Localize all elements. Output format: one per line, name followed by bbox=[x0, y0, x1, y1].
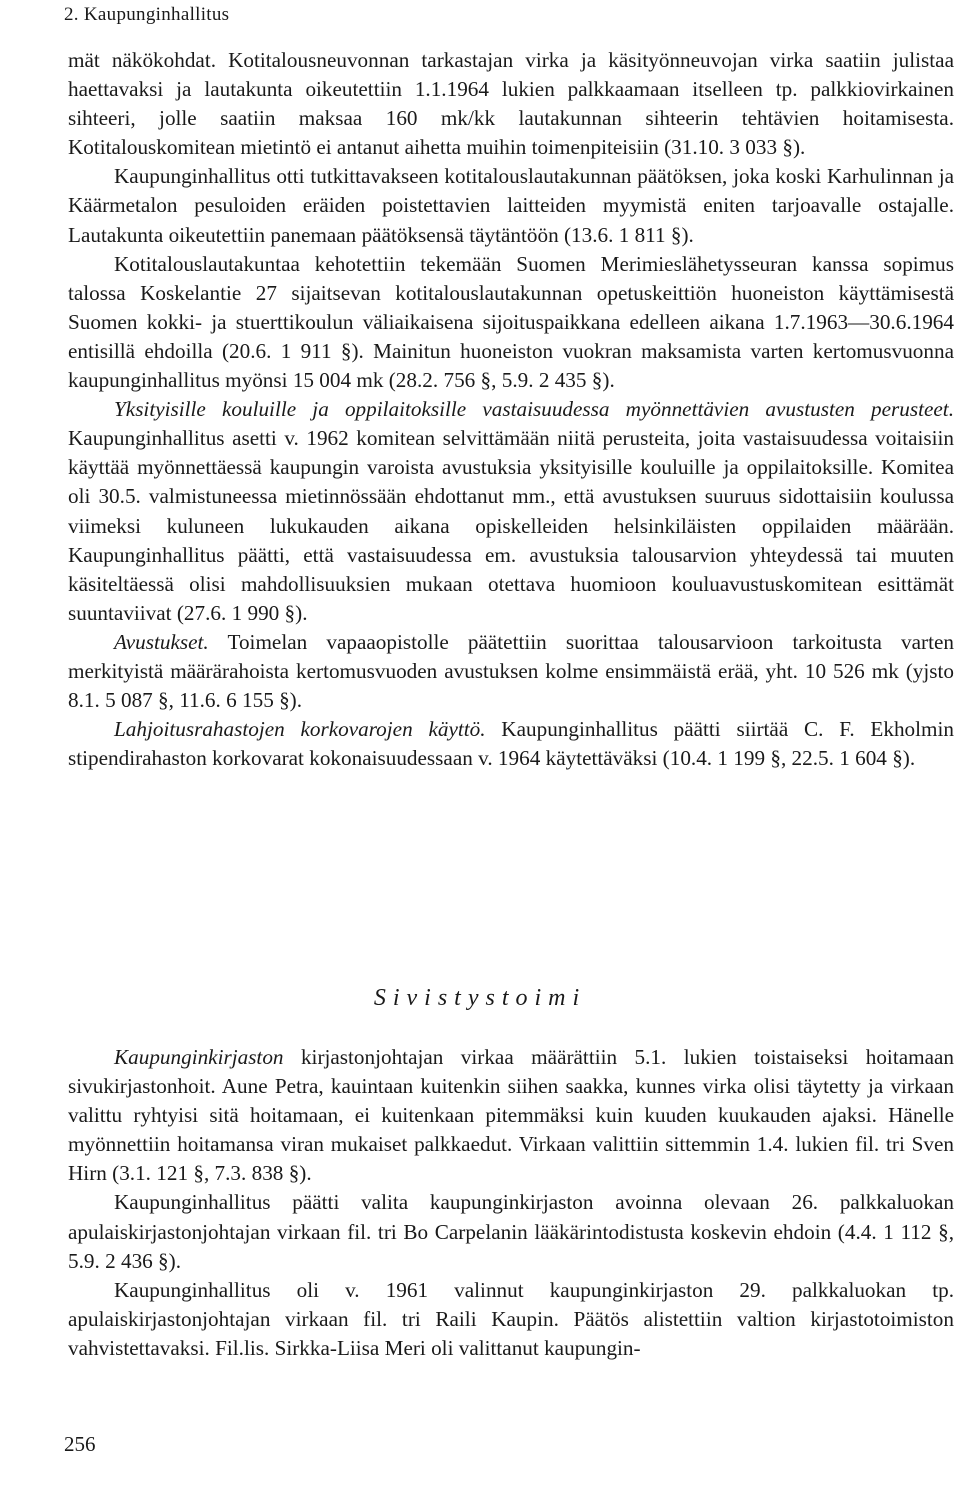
paragraph: Kotitalouslautakuntaa kehotettiin tekemään Suomen Merimieslähetysseuran kanssa sopimus talossa Koskelantie 27 sijaitsevan kotitalouslautakunnan opetuskeittiön huoneiston käyttämisestä Suomen kokki- ja stuerttikoulun väliaikaisena sijoituspaikkana edelleen aikana 1.7.1963—30.6.1964 entisillä ehdoilla (20.6. 1 911 §). Mainitun huoneiston vuokran maksamista varten kertomusvuonna kaupunginhallitus myönsi 15 004 mk (28.2. 756 §, 5.9. 2 435 §). bbox=[68, 251, 954, 393]
paragraph: mät näkökohdat. Kotitalousneuvonnan tarkastajan virka ja käsityönneuvojan virka saatiin julistaa haettavaksi ja lautakunta oikeutettiin 1.1.1964 lukien palkkaamaan itselleen tp. palkkiovirkainen sihteeri, jolle saatiin maksaa 160 mk/kk lautakunnan sihteerin tehtävien hoitamisesta. Kotitalouskomitean mietintö ei antanut aihetta muihin toimenpiteisiin (31.10. 3 033 §). bbox=[68, 48, 954, 160]
paragraph-text: Kaupunginhallitus asetti v. 1962 komitean selvittämään niitä perusteita, joita vastaisuudessa voitaisiin käyttää myönnettäessä kaupungin varoista avustuksia yksityisille kouluille ja oppilaitoksille. Komitea oli 30.5. valmistuneessa mietinnössään ehdottanut mm., että avustuksen suuruus sidottaisiin koulussa viimeksi kuluneen lukukauden aikana opiskelleiden helsinkiläisten oppilaiden määrään. Kaupunginhallitus päätti, että vastaisuudessa em. avustuksia talousarvion yhteydessä tai muuten käsiteltäessä olisi mahdollisuuksien mukaan otettava huomioon kouluavustuskomitean esittämät suuntaviivat (27.6. 1 990 §). bbox=[68, 426, 954, 625]
paragraph bbox=[68, 395, 954, 628]
paragraph-lead-heading: Yksityisille kouluille ja oppilaitoksille vastaisuudessa myönnettävien avustusten perusteet. bbox=[114, 397, 954, 422]
paragraph-lead-heading: Lahjoitusrahastojen korkovarojen käyttö. bbox=[114, 717, 486, 742]
paragraph bbox=[68, 715, 954, 773]
paragraph-text: Toimelan vapaaopistolle päätettiin suorittaa talousarvioon tarkoitusta varten merkityistä määrärahoista kertomusvuoden avustuksen kolme ensimmäistä erää, yht. 10 526 mk (yjsto 8.1. 5 087 §, 11.6. 6 155 §). bbox=[68, 629, 954, 713]
paragraph-lead-heading: Avustukset. bbox=[114, 629, 209, 654]
paragraph: Kaupunginhallitus oli v. 1961 valinnut kaupunginkirjaston 29. palkkaluokan tp. apulaiskirjastonjohtajan virkaan fil. tri Raili Kaupin. Päätös alistettiin valtion kirjastotoimiston vahvistettavaksi. Fil.lis. Sirkka-Liisa Meri oli valittanut kaupungin- bbox=[68, 1277, 954, 1360]
paragraph: Kaupunginhallitus päätti valita kaupunginkirjaston avoinna olevaan 26. palkkaluokan apulaiskirjastonjohtajan virkaan fil. tri Bo Carpelanin lääkärintodistusta koskevin ehdoin (4.4. 1 112 §, 5.9. 2 436 §). bbox=[68, 1190, 954, 1273]
body-text-part-1 bbox=[68, 46, 954, 773]
paragraph: Kaupunginhallitus otti tutkittavakseen kotitalouslautakunnan päätöksen, joka koski Karhulinnan ja Käärmetalon pesuloiden eräiden poistettavien laitteiden myymistä eniten tarjoavalle ostajalle. Lautakunta oikeutettiin panemaan päätöksensä täytäntöön (13.6. 1 811 §). bbox=[68, 164, 954, 247]
paragraph bbox=[68, 628, 954, 715]
body-text-part-2 bbox=[68, 1043, 954, 1363]
paragraph-lead-heading: Kaupunginkirjaston bbox=[114, 1045, 284, 1069]
running-header: 2. Kaupunginhallitus bbox=[64, 4, 230, 25]
paragraph-text: Kaupunginhallitus päätti siirtää C. F. Ekholmin stipendirahaston korkovarat kokonaisuudessaan v. 1964 käytettäväksi (10.4. 1 199 §, 22.5. 1 604 §). bbox=[68, 717, 954, 771]
paragraph bbox=[68, 1043, 954, 1188]
paragraph-text: kirjastonjohtajan virkaa määrättiin 5.1. lukien toistaiseksi hoitamaan sivukirjastonhoit. Aune Petra, kauintaan kuitenkin siihen saakka, kunnes virka olisi täytetty ja virkaan valittu ryhtyisi sitä hoitamaan, ei kuitenkaan pitemmäksi kuin kuuden kuukauden ajaksi. Hänelle myönnettiin hoitamansa viran mukaiset palkkaedut. Virkaan valittiin sittemmin 1.4. lukien fil. tri Sven Hirn (3.1. 121 §, 7.3. 838 §). bbox=[68, 1045, 954, 1186]
page-number: 256 bbox=[64, 1432, 96, 1456]
section-title: Sivistystoimi bbox=[373, 985, 587, 1011]
